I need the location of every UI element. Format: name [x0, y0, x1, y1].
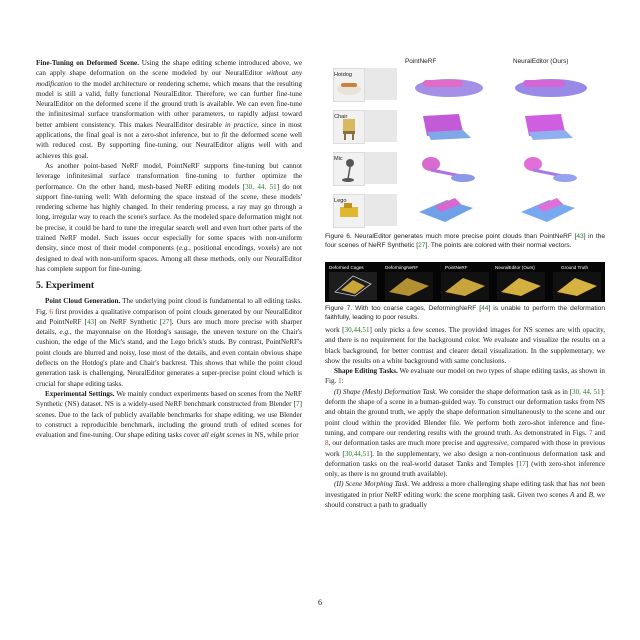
paragraph-fine-tuning: [36, 58, 302, 161]
figure-link[interactable]: 7: [588, 428, 593, 437]
column-header: DeformingNeRF: [385, 265, 419, 270]
text: The underlying point cloud is fundamental to all editing tasks. Fig.: [36, 297, 302, 316]
emphasis: A: [570, 490, 575, 499]
text: ] in the four scenes of NeRF Synthetic [: [325, 233, 605, 249]
figure-6-caption: [325, 232, 605, 250]
text: ] scenes. Due to the lack of publicly available benchmarks for shape editing, we use Blender to construct a reproducible benchmark, including the ground truth of edited scenes for evaluation and fine-tuning. Our shape editing tasks cover: [36, 400, 302, 440]
emphasis: aggressive: [476, 439, 508, 448]
text: We address a more challenging shape editing task that has: [409, 480, 581, 489]
text: ] on NeRF Synthetic [: [94, 317, 163, 326]
text: work [: [325, 326, 345, 334]
text: ] is unable to perform the deformation faithfully, leading to poor results.: [325, 305, 605, 321]
column-header: NeuralEditor (Ours): [495, 265, 535, 270]
emphasis: without any modification: [36, 69, 302, 88]
text: Figure 7. With too coarse cages, DeformingNeRF [: [325, 305, 482, 312]
left-column: [36, 58, 302, 440]
figure-link[interactable]: 1: [338, 377, 342, 386]
emphasis: B: [588, 490, 593, 499]
text: We consider the shape deformation task as in [: [437, 387, 573, 396]
emphasis: in practice: [225, 120, 257, 129]
emphasis: e.g.: [59, 328, 70, 337]
figure-7-images: [325, 262, 605, 302]
text: ]. Ours are much more precise with sharper details,: [36, 317, 302, 337]
text: , compared with those in previous work [: [325, 439, 605, 458]
text: ]. In the supplementary, we also design a non-continuous deformation task and deformation tasks on the real-world dataset Tanks and Temples [: [325, 449, 606, 468]
text: ] do not support fine-tuning well: With deforming the space instead of the scene, these models' rendering scheme has highly changed. In their rendering process, a ray may go through a long, irregular way to reach the scene's surface. As the modeled space deformation might not be precise, it could be hard to tune the irregular search well and even hurt other parts of the trained NeRF model. Such issues occur especially for some spaces with non-uniform density, since most of their model components (: [36, 182, 302, 253]
text: ] only picks a few scenes. The provided images for NS scenes are with opacity, and there is no requirement for the background color. We evaluate and visualize the results on a black background, for better contrast and clearer detail visualization. In the supplementary, we show the results on a white background with same conclusions.: [325, 326, 605, 365]
emphasis: e.g.: [178, 244, 190, 253]
row-label-hotdog: Hotdog: [334, 72, 353, 78]
row-label-mic: Mic: [334, 156, 343, 162]
text: the deformed scene well with reduced cost. By supporting fine-tuning, our NeuralEditor aligns well with and achieves this goal.: [36, 131, 302, 160]
paragraph-heading: Experimental Settings.: [45, 389, 115, 398]
citation-link[interactable]: 27: [162, 317, 170, 326]
text: Using the shape editing scheme introduced above, we can apply shape deformation on the scene modeled by our NeuralEditor: [36, 59, 303, 78]
row-label-lego: Lego: [334, 198, 347, 204]
paragraph-morphing-task: [325, 479, 605, 510]
text: first provides a qualitative comparison of point clouds generated by our NeuralEditor and PointNeRF [: [36, 307, 302, 326]
text: , since in most applications, the final goal is not a zero-shot inference, but to: [36, 120, 302, 140]
text: and: [592, 428, 605, 437]
depth-image: [365, 152, 397, 184]
text: , we should construct a path to gradually: [325, 490, 605, 510]
emphasis: (II) Scene Morphing Task.: [334, 480, 410, 489]
paragraph-continuation: [325, 325, 605, 366]
column-header-pointnerf: PointNeRF: [405, 58, 437, 65]
citation-link[interactable]: 17: [518, 459, 526, 468]
citation-link[interactable]: 30, 44, 51: [245, 182, 277, 191]
citation-link[interactable]: 30, 44, 51: [572, 387, 601, 396]
text: , the mayonnaise on the Hotdog's sausage, the uneven texture on the Chair's cushion, the edge of the Mic's stand, and the Lego brick's studs. By contrast, PointNeRF's point clouds are blurred and noisy, lose most of the details, and even contain obvious shape deflects on the Hotdog's plate and Chair's backrest. This shows that while the point cloud generation task is challenging, NeuralEditor generates a super-precise point cloud which is crucial for shape editing tasks.: [36, 328, 302, 388]
figure-link[interactable]: 6: [49, 307, 53, 316]
citation-link[interactable]: 44: [481, 305, 489, 312]
citation-link[interactable]: 30,44,51: [344, 326, 370, 334]
paragraph-shape-editing: [325, 366, 605, 387]
citation-link[interactable]: 7: [296, 400, 300, 409]
text: been investigated in prior NeRF editing work: the scene morphing task. Given two scenes: [325, 480, 606, 499]
point-cloud-hotdog: [401, 68, 601, 100]
section-heading: 5. Experiment: [36, 280, 95, 292]
point-cloud-lego: [401, 194, 601, 226]
text: Figure 6. NeuralEditor generates much more precise point clouds than PointNeRF [: [325, 233, 577, 240]
figure-7: [325, 262, 605, 302]
text: ]. The points are colored with their normal vectors.: [425, 242, 572, 249]
point-cloud-chair: [401, 110, 601, 142]
text: :: [341, 377, 344, 386]
paragraph-heading: Point Cloud Generation.: [45, 297, 121, 306]
text: and: [574, 490, 589, 499]
figure-link[interactable]: 8: [325, 439, 329, 448]
citation-link[interactable]: 27: [418, 242, 426, 249]
paragraph-heading: Shape Editing Tasks.: [334, 367, 398, 376]
text: We evaluate our model on two types of shape editing tasks, as shown in Fig.: [325, 367, 605, 386]
figure-6: [333, 58, 603, 230]
citation-link[interactable]: 30,44,51: [344, 449, 370, 458]
emphasis: (I) Shape (Mesh) Deformation Task.: [334, 387, 438, 396]
paragraph-point-cloud: [36, 296, 302, 389]
citation-link[interactable]: 43: [576, 233, 584, 240]
emphasis: all eight scenes: [201, 431, 246, 440]
depth-image: [365, 68, 397, 100]
page-number: 6: [318, 598, 322, 607]
text: As another point-based NeRF model, PointNeRF supports fine-tuning but cannot leverage infinitesimal surface transformation fine-tuning to further optimize the performance. On the other hand, mesh-based NeRF editing models [: [36, 161, 302, 191]
right-column: [325, 325, 605, 510]
text: ]: deform the shape of a scene in a human-guided way. To construct our deformation tasks from NS and obtain the ground truth, we apply the shape deformation simultaneously to the scene and our point cloud within the provided Blender file. We perform both zero-shot inference and fine-tuning, and compare our rendering results with the ground truth. As demonstrated in Figs.: [325, 387, 606, 437]
text: to the model architecture or rendering scheme, which means that the resulting model is still a valid, fully functional NeuralEditor. Therefore, we can further fine-tune NeuralEditor on the deformed scene if the ground truth is available. We can even fine-tune the infinitesimal surface transformation with other parameters, to rapidly adjust toward better ambient consistency. This makes NeuralEditor desirable: [36, 79, 302, 129]
column-header: Ground Truth: [561, 265, 589, 270]
text: , our deformation tasks are much more precise and: [328, 439, 477, 448]
depth-image: [365, 110, 397, 142]
depth-image: [365, 194, 397, 226]
column-header: Deformed Cages: [329, 265, 364, 270]
figure-7-caption: [325, 304, 605, 322]
emphasis: not: [580, 480, 590, 489]
paragraph-pointnerf: [36, 161, 302, 274]
paragraph-settings: [36, 389, 302, 440]
text: We mainly conduct experiments based on scenes from the NeRF Synthetic (NS) dataset. NS is a widely-used NeRF benchmark constructed from Blender [: [36, 389, 303, 409]
column-header-ours: NeuralEditor (Ours): [513, 58, 569, 65]
paragraph-heading: Fine-Tuning on Deformed Scene.: [36, 59, 140, 67]
citation-link[interactable]: 43: [86, 317, 95, 326]
text: in NS, while prior: [245, 431, 299, 440]
text: ] (with zero-shot inference only, as there is no ground truth available).: [325, 459, 605, 479]
text: , positional encodings, voxels) are not designed to deal with non-uniform spaces. Among all these methods, only our NeuralEditor has complete support for fine-tuning.: [36, 244, 302, 273]
row-label-chair: Chair: [334, 114, 348, 120]
emphasis: fit: [221, 131, 228, 140]
point-cloud-mic: [401, 152, 601, 184]
paragraph-deformation-task: [325, 387, 605, 480]
column-header: PointNeRF: [445, 265, 468, 270]
